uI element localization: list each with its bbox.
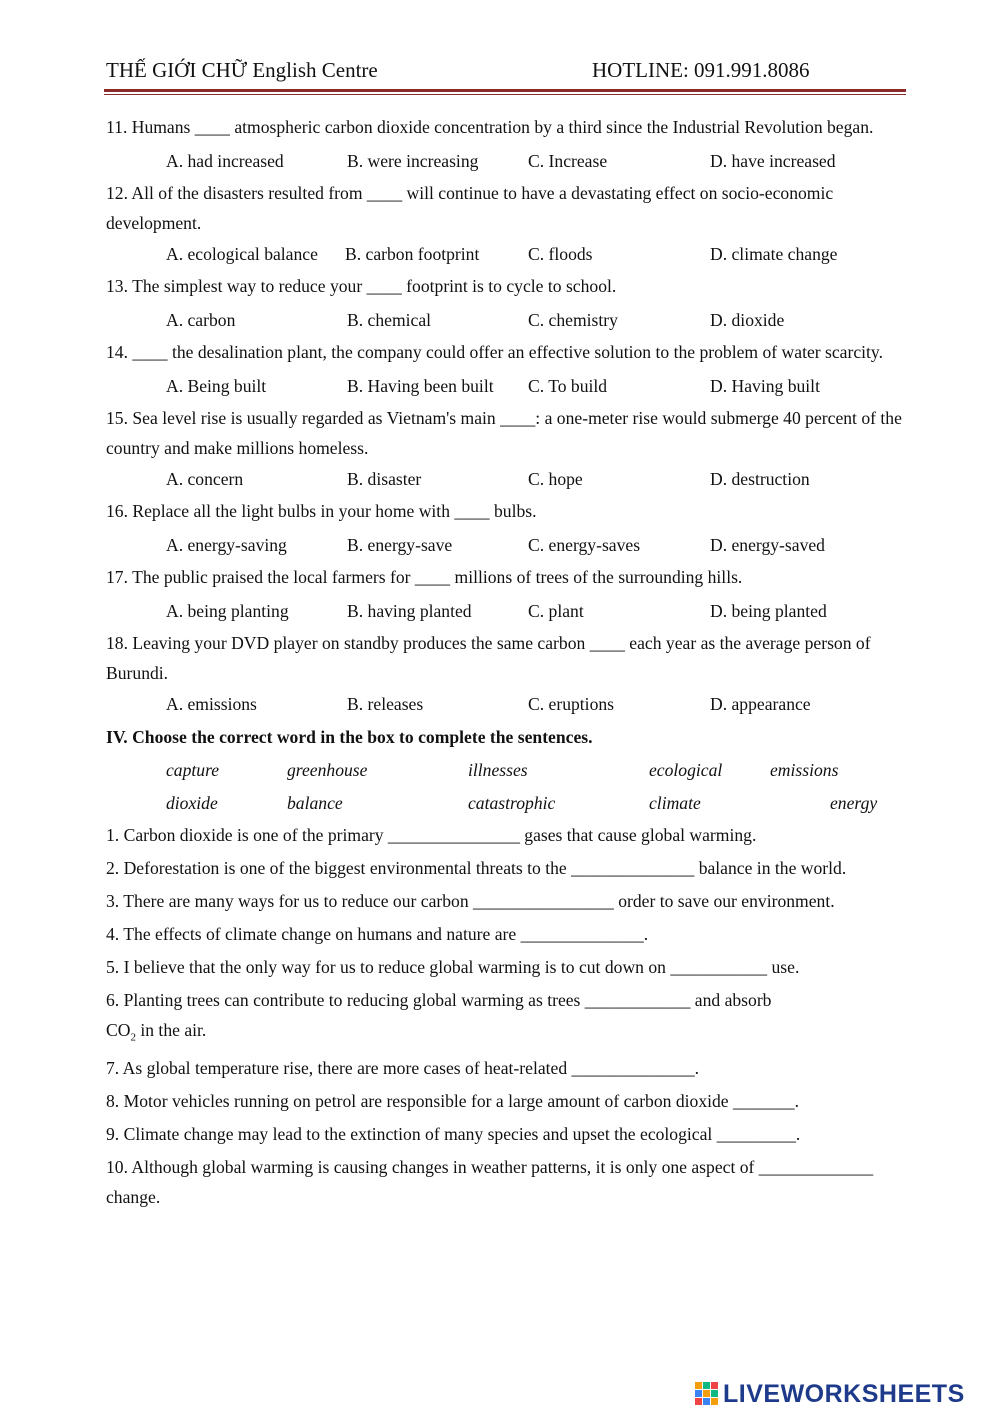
options-11 [106, 145, 904, 178]
header-rule-thin [104, 94, 906, 95]
question-15: 15. Sea level rise is usually regarded as Vietnam's main ____: a one-meter rise would submerge 40 percent of the country and make millions homeless. [106, 408, 902, 458]
option-d[interactable]: D. dioxide [710, 310, 785, 330]
sentence-2[interactable]: 2. Deforestation is one of the biggest environmental threats to the ______________ balance in the world. [106, 858, 847, 878]
option-a[interactable]: A. energy-saving [166, 535, 287, 555]
question-11: 11. Humans ____ atmospheric carbon dioxide concentration by a third since the Industrial Revolution began. [106, 117, 874, 137]
hotline: HOTLINE: 091.991.8086 [592, 58, 810, 82]
word-box-item: ecological [649, 760, 723, 780]
options-18 [106, 688, 904, 721]
option-b[interactable]: B. carbon footprint [345, 244, 480, 264]
options-17 [106, 595, 904, 628]
liveworksheets-grid-icon [695, 1382, 719, 1406]
sentence-3[interactable]: 3. There are many ways for us to reduce our carbon ________________ order to save our environment. [106, 891, 835, 911]
co2-subscript: 2 [130, 1031, 136, 1044]
word-box-item: greenhouse [287, 760, 368, 780]
option-b[interactable]: B. were increasing [347, 151, 479, 171]
word-box-item: climate [649, 793, 701, 813]
option-d[interactable]: D. destruction [710, 469, 810, 489]
worksheet-content [106, 112, 904, 1212]
option-a[interactable]: A. concern [166, 469, 244, 489]
option-c[interactable]: C. Increase [528, 151, 608, 171]
word-box-item: balance [287, 793, 343, 813]
page-header [106, 58, 906, 86]
option-a[interactable]: A. ecological balance [166, 244, 318, 264]
option-c[interactable]: C. eruptions [528, 694, 615, 714]
option-a[interactable]: A. carbon [166, 310, 236, 330]
sentence-6[interactable] [106, 985, 904, 1053]
header-rule-thick [104, 89, 906, 92]
word-box-item: capture [166, 760, 220, 780]
word-box-item: emissions [770, 760, 839, 780]
option-b[interactable]: B. releases [347, 694, 424, 714]
word-box-item: dioxide [166, 793, 218, 813]
option-a[interactable]: A. being planting [166, 601, 289, 621]
question-12: 12. All of the disasters resulted from ____ will continue to have a devastating effect on socio-economic development. [106, 183, 834, 233]
option-d[interactable]: D. appearance [710, 694, 811, 714]
option-d[interactable]: D. energy-saved [710, 535, 825, 555]
question-16: 16. Replace all the light bulbs in your home with ____ bulbs. [106, 501, 537, 521]
liveworksheets-logo[interactable] [695, 1378, 995, 1412]
option-d[interactable]: D. being planted [710, 601, 827, 621]
options-12 [106, 238, 904, 271]
option-b[interactable]: B. disaster [347, 469, 422, 489]
option-c[interactable]: C. chemistry [528, 310, 618, 330]
option-c[interactable]: C. To build [528, 376, 608, 396]
sentence-6-line-1: 6. Planting trees can contribute to reducing global warming as trees ____________ and absorb [106, 990, 772, 1010]
option-b[interactable]: B. chemical [347, 310, 432, 330]
options-16 [106, 529, 904, 562]
word-box-row-1 [106, 754, 904, 787]
section-iv-title: IV. Choose the correct word in the box to complete the sentences. [106, 727, 593, 747]
word-box-row-2 [106, 787, 904, 820]
question-14: 14. ____ the desalination plant, the company could offer an effective solution to the problem of water scarcity. [106, 342, 883, 362]
options-13 [106, 304, 904, 337]
option-b[interactable]: B. energy-save [347, 535, 453, 555]
sentence-8[interactable]: 8. Motor vehicles running on petrol are responsible for a large amount of carbon dioxide _______. [106, 1090, 799, 1111]
word-box-item: illnesses [468, 760, 528, 780]
question-18: 18. Leaving your DVD player on standby produces the same carbon ____ each year as the average person of Burundi. [106, 633, 871, 683]
sentence-5[interactable]: 5. I believe that the only way for us to reduce global warming is to cut down on ___________ use. [106, 957, 800, 977]
option-d[interactable]: D. climate change [710, 244, 838, 264]
option-b[interactable]: B. Having been built [347, 376, 494, 396]
options-15 [106, 463, 904, 496]
options-14 [106, 370, 904, 403]
question-13: 13. The simplest way to reduce your ____ footprint is to cycle to school. [106, 276, 617, 296]
sentence-1[interactable]: 1. Carbon dioxide is one of the primary _______________ gases that cause global warming. [106, 825, 757, 845]
sentence-6-line-2: in the air. [135, 1020, 207, 1040]
option-c[interactable]: C. energy-saves [528, 535, 641, 555]
option-a[interactable]: A. had increased [166, 151, 284, 171]
centre-name: THẾ GIỚI CHỮ English Centre [106, 58, 378, 82]
option-a[interactable]: A. Being built [166, 376, 267, 396]
sentence-9[interactable]: 9. Climate change may lead to the extinction of many species and upset the ecological _________. [106, 1123, 801, 1144]
option-b[interactable]: B. having planted [347, 601, 472, 621]
sentence-7[interactable]: 7. As global temperature rise, there are more cases of heat-related ______________. [106, 1057, 700, 1078]
option-c[interactable]: C. floods [528, 244, 593, 264]
option-d[interactable]: D. have increased [710, 151, 836, 171]
sentence-10[interactable]: 10. Although global warming is causing changes in weather patterns, it is only one aspect of _____________ change. [106, 1156, 874, 1207]
question-17: 17. The public praised the local farmers for ____ millions of trees of the surrounding hills. [106, 567, 743, 587]
sentence-4[interactable]: 4. The effects of climate change on humans and nature are ______________. [106, 924, 649, 944]
option-d[interactable]: D. Having built [710, 376, 820, 396]
option-a[interactable]: A. emissions [166, 694, 257, 714]
option-c[interactable]: C. hope [528, 469, 583, 489]
logo-text: LIVEWORKSHEETS [723, 1380, 965, 1408]
word-box-item: energy [830, 793, 878, 813]
co2-text: CO [106, 1020, 131, 1040]
word-box-item: catastrophic [468, 793, 556, 813]
option-c[interactable]: C. plant [528, 601, 584, 621]
